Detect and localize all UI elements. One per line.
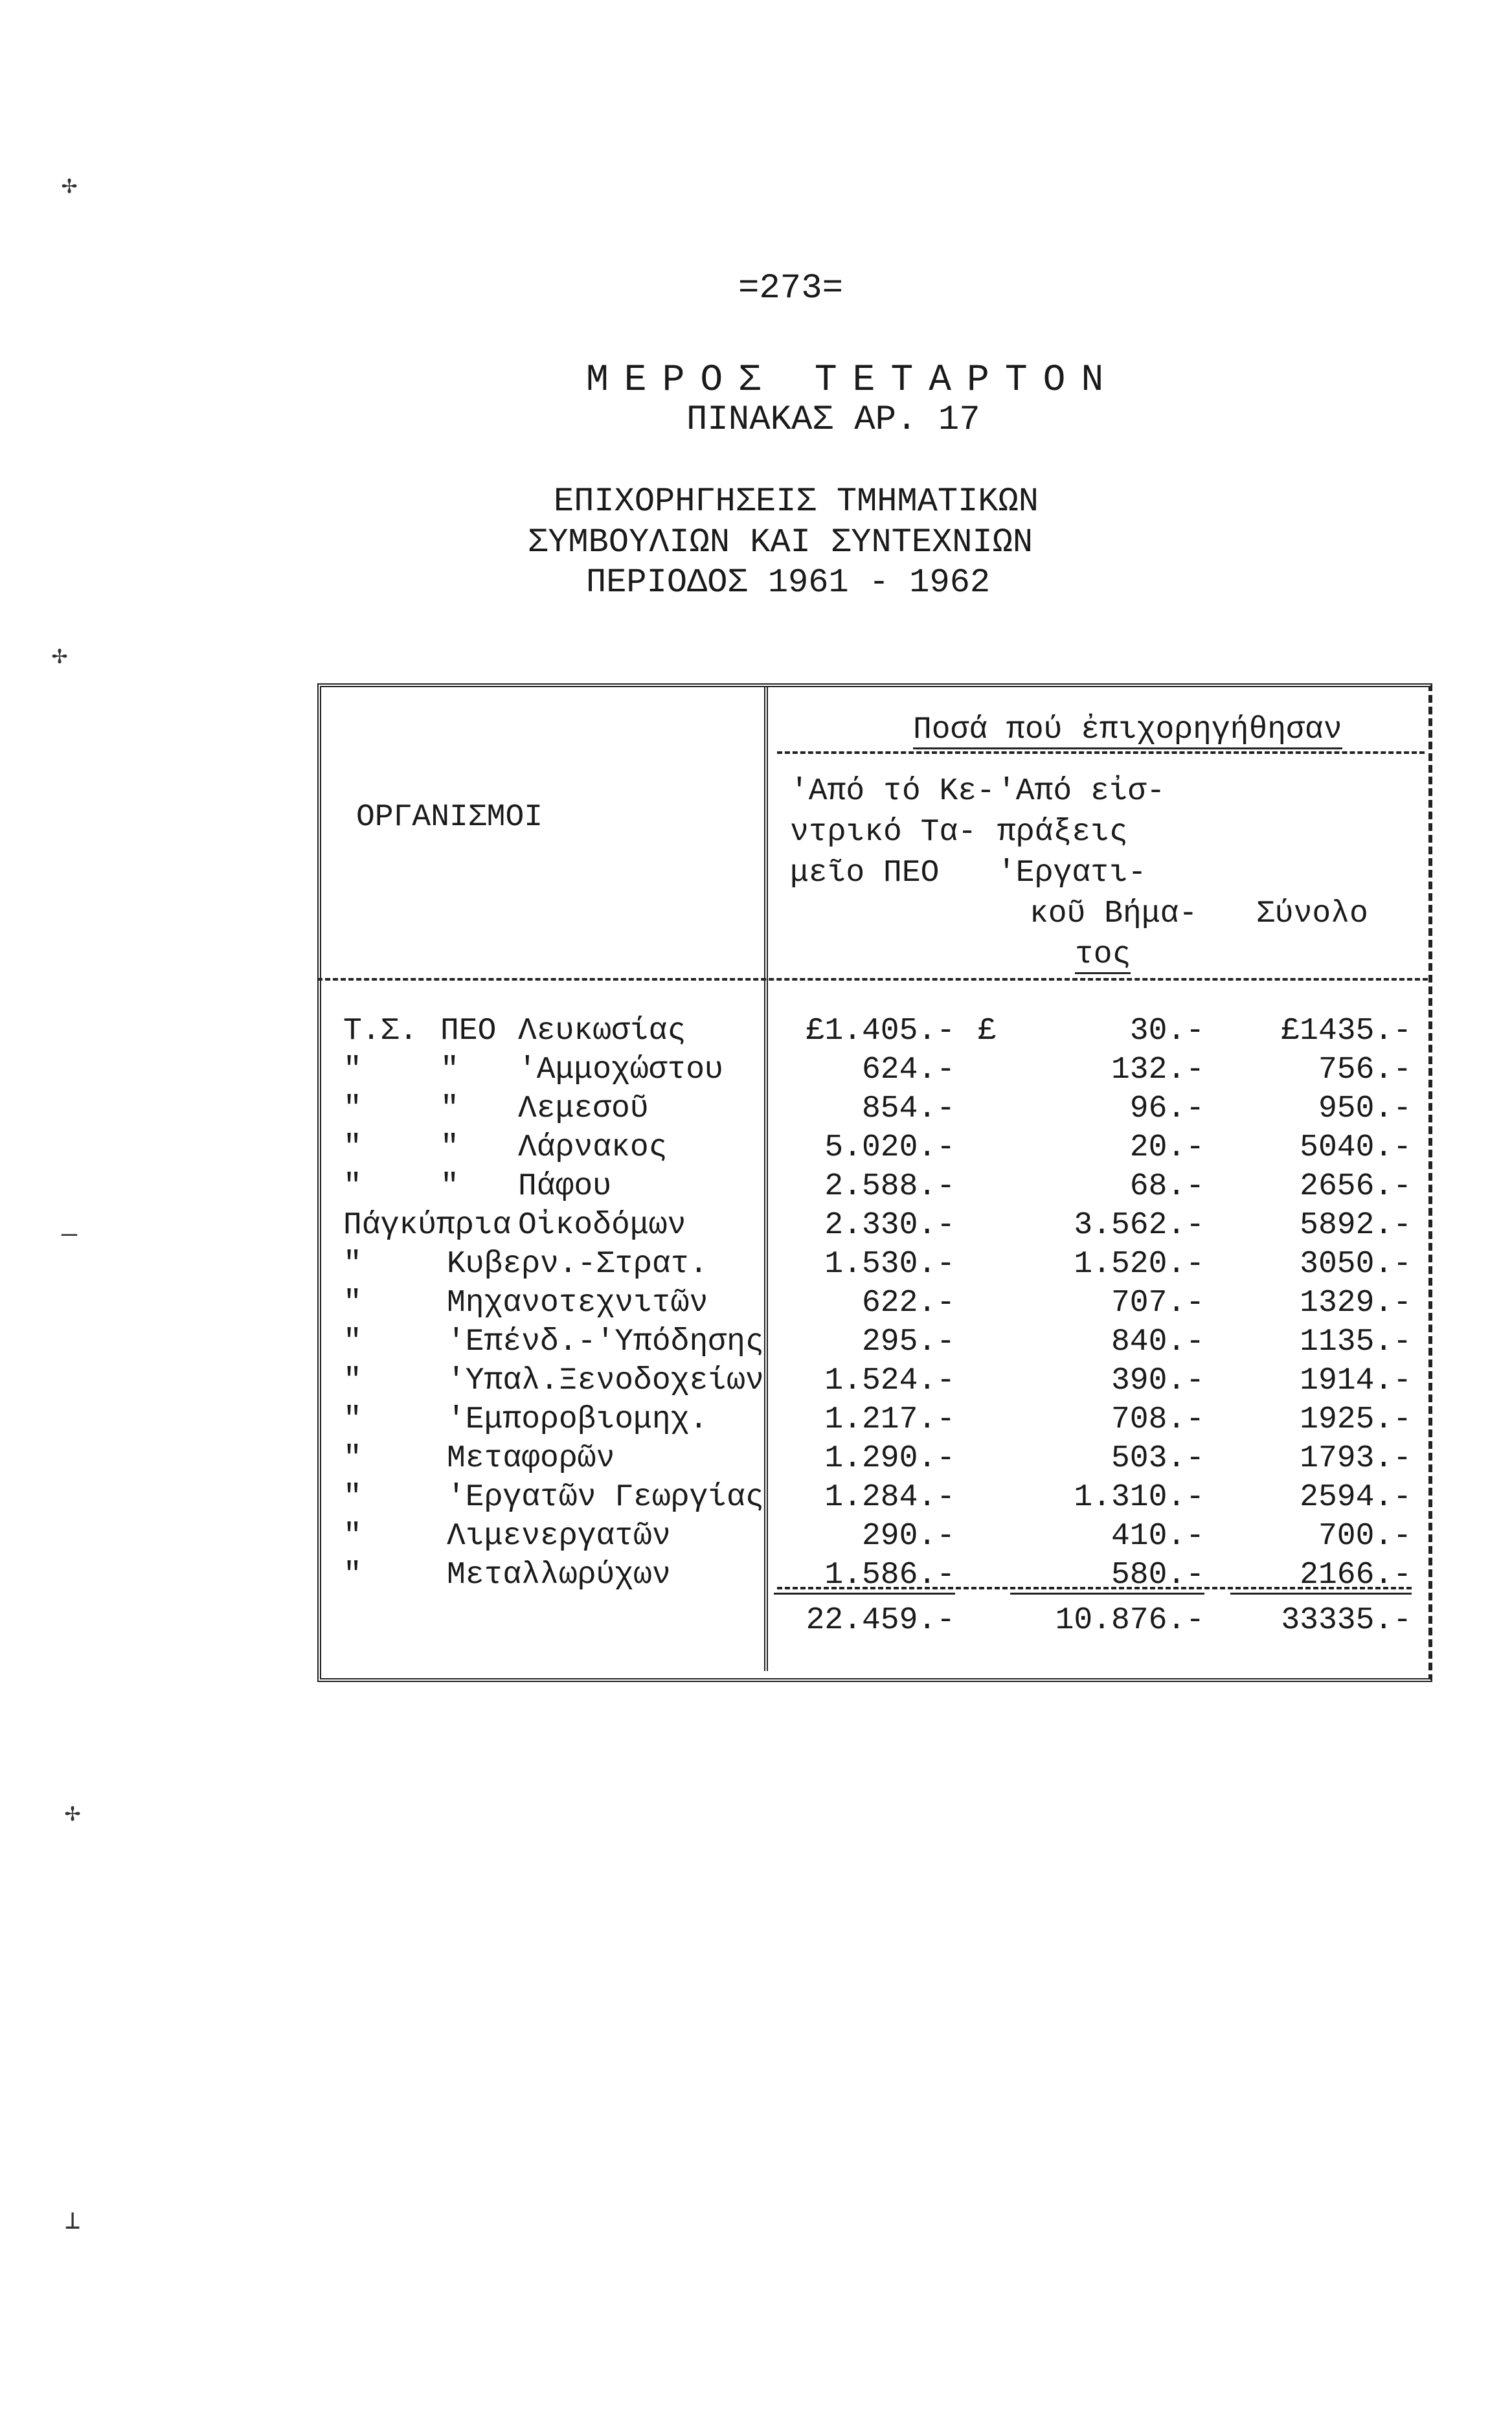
row-prefix: ": [343, 1402, 362, 1437]
header-bottom-rule: [317, 978, 1428, 981]
scan-mark: ✢: [62, 172, 78, 201]
row-col3: 2656.-: [1300, 1169, 1412, 1204]
header-amounts-granted: Ποσά πού ἐπιχορηγήθησαν: [913, 712, 1342, 749]
subtotal-rule: [777, 1587, 1412, 1589]
row-col1: 854.-: [861, 1091, 955, 1126]
total-col2: 10.876.-: [1055, 1603, 1204, 1638]
row-col2: 390.-: [1111, 1363, 1204, 1398]
header-col1-line1: 'Από τό Κε-: [790, 774, 995, 809]
row-prefix: ": [343, 1091, 362, 1126]
row-name: Μηχανοτεχνιτῶν: [447, 1286, 708, 1321]
table-number: ΠΙΝΑΚΑΣ ΑΡ. 17: [686, 400, 980, 440]
row-col2: 132.-: [1111, 1052, 1204, 1087]
row-col3: 1793.-: [1300, 1441, 1412, 1476]
row-prefix: ": [343, 1441, 362, 1476]
row-name: 'Υπαλ.Ξενοδοχείων: [447, 1363, 764, 1398]
header-col2-line2: πράξεις: [997, 815, 1128, 850]
row-col3: 2166.-: [1230, 1558, 1412, 1595]
row-col1: 622.-: [861, 1286, 955, 1321]
row-col1: 1.217.-: [824, 1402, 955, 1437]
row-col3: 1914.-: [1300, 1363, 1412, 1398]
row-sub: ": [440, 1091, 459, 1126]
row-col1: 1.524.-: [824, 1363, 955, 1398]
row-col2: 707.-: [1111, 1286, 1204, 1321]
row-col1: 290.-: [861, 1519, 955, 1554]
row-col2: 503.-: [1111, 1441, 1204, 1476]
row-col1: 1.586.-: [774, 1558, 955, 1595]
row-col2: 708.-: [1111, 1402, 1204, 1437]
row-name: 'Επένδ.-'Υπόδησης: [447, 1325, 764, 1359]
row-name: Λάρνακος: [518, 1130, 668, 1165]
row-col1: 2.330.-: [824, 1208, 955, 1243]
row-col1: 2.588.-: [824, 1169, 955, 1204]
row-prefix: ": [343, 1363, 362, 1398]
row-col1: £1.405.-: [806, 1014, 955, 1049]
row-prefix: ": [343, 1286, 362, 1321]
row-col3: 1135.-: [1300, 1325, 1412, 1359]
row-col2-currency: £: [978, 1014, 997, 1049]
row-col1: 624.-: [861, 1052, 955, 1087]
row-prefix: ": [343, 1169, 362, 1204]
header-col1-line2: ντρικό Τα-: [790, 815, 977, 850]
row-prefix: ": [343, 1130, 362, 1165]
row-col1: 1.290.-: [824, 1441, 955, 1476]
row-sub: ΠΕΟ: [440, 1014, 497, 1049]
row-name: Μεταφορῶν: [447, 1441, 615, 1476]
page-number: =273=: [738, 269, 844, 308]
row-prefix: ": [343, 1558, 362, 1593]
row-name: Οἰκοδόμων: [518, 1208, 686, 1243]
row-col2: 1.310.-: [1074, 1480, 1204, 1515]
row-name: 'Εμποροβιομηχ.: [447, 1402, 708, 1437]
row-prefix: Τ.Σ.: [343, 1014, 418, 1049]
row-col1: 5.020.-: [824, 1130, 955, 1165]
header-col2-line3: 'Εργατι-: [997, 856, 1147, 891]
row-col3: 756.-: [1318, 1052, 1412, 1087]
row-name: Λιμενεργατῶν: [447, 1519, 671, 1554]
row-prefix: ": [343, 1325, 362, 1359]
period: ΠΕΡΙΟΔΟΣ 1961 - 1962: [586, 563, 991, 602]
title-line-1: ΕΠΙΧΟΡΗΓΗΣΕΙΣ ΤΜΗΜΑΤΙΚΩΝ: [554, 483, 1039, 521]
row-name: Κυβερν.-Στρατ.: [447, 1247, 708, 1282]
row-col1: 295.-: [861, 1325, 955, 1359]
scan-mark: —: [62, 1221, 78, 1250]
header-group-rule: [777, 751, 1425, 754]
row-col3: 950.-: [1318, 1091, 1412, 1126]
row-prefix: ": [343, 1247, 362, 1282]
row-name: Λεμεσοῦ: [518, 1091, 649, 1126]
row-col1: 1.530.-: [824, 1247, 955, 1282]
row-col2: 410.-: [1111, 1519, 1204, 1554]
row-col2: 580.-: [1010, 1558, 1204, 1595]
row-col3: £1435.-: [1281, 1014, 1412, 1049]
row-col3: 1329.-: [1300, 1286, 1412, 1321]
row-name: Πάφου: [518, 1169, 612, 1204]
row-col2: 20.-: [1129, 1130, 1204, 1165]
total-col3: 33335.-: [1281, 1603, 1412, 1638]
row-name: 'Αμμοχώστου: [518, 1052, 723, 1087]
row-col2: 840.-: [1111, 1325, 1204, 1359]
row-col3: 2594.-: [1300, 1480, 1412, 1515]
row-col3: 5040.-: [1300, 1130, 1412, 1165]
row-col2: 1.520.-: [1074, 1247, 1204, 1282]
row-sub: ": [440, 1130, 459, 1165]
column-divider: [764, 687, 768, 1671]
row-col3: 700.-: [1318, 1519, 1412, 1554]
row-col2: 3.562.-: [1074, 1208, 1204, 1243]
title-line-2: ΣΥΜΒΟΥΛΙΩΝ ΚΑΙ ΣΥΝΤΕΧΝΙΩΝ: [528, 523, 1033, 562]
scan-mark: ⊥: [65, 2208, 81, 2237]
header-col3: Σύνολο: [1256, 896, 1368, 931]
header-col1-line3: μεῖο ΠΕΟ: [790, 856, 940, 891]
row-prefix: ": [343, 1519, 362, 1554]
row-prefix: ": [343, 1480, 362, 1515]
row-col2: 30.-: [1129, 1014, 1204, 1049]
header-organizations: ΟΡΓΑΝΙΣΜΟΙ: [356, 800, 543, 835]
header-col2-line4: κοῦ Βήμα-: [1030, 896, 1198, 931]
row-sub: ": [440, 1169, 459, 1204]
scan-mark: ✢: [52, 643, 68, 672]
row-name: Λευκωσίας: [518, 1014, 686, 1049]
row-sub: ": [440, 1052, 459, 1087]
row-col3: 5892.-: [1300, 1208, 1412, 1243]
row-prefix: ": [343, 1052, 362, 1087]
row-col2: 96.-: [1129, 1091, 1204, 1126]
scan-mark: ✢: [65, 1800, 81, 1829]
part-heading: ΜΕΡΟΣ ΤΕΤΑΡΤΟΝ: [586, 359, 1120, 402]
header-col2-line5: τος: [1075, 937, 1131, 974]
row-col3: 1925.-: [1300, 1402, 1412, 1437]
row-name: 'Εργατῶν Γεωργίας: [447, 1480, 764, 1515]
row-col3: 3050.-: [1300, 1247, 1412, 1282]
header-col2-line1: 'Από εἰσ-: [997, 774, 1166, 809]
row-name: Μεταλλωρύχων: [447, 1558, 671, 1593]
row-col1: 1.284.-: [824, 1480, 955, 1515]
row-col2: 68.-: [1129, 1169, 1204, 1204]
row-prefix: Πάγκύπρια: [343, 1208, 512, 1243]
total-col1: 22.459.-: [806, 1603, 955, 1638]
